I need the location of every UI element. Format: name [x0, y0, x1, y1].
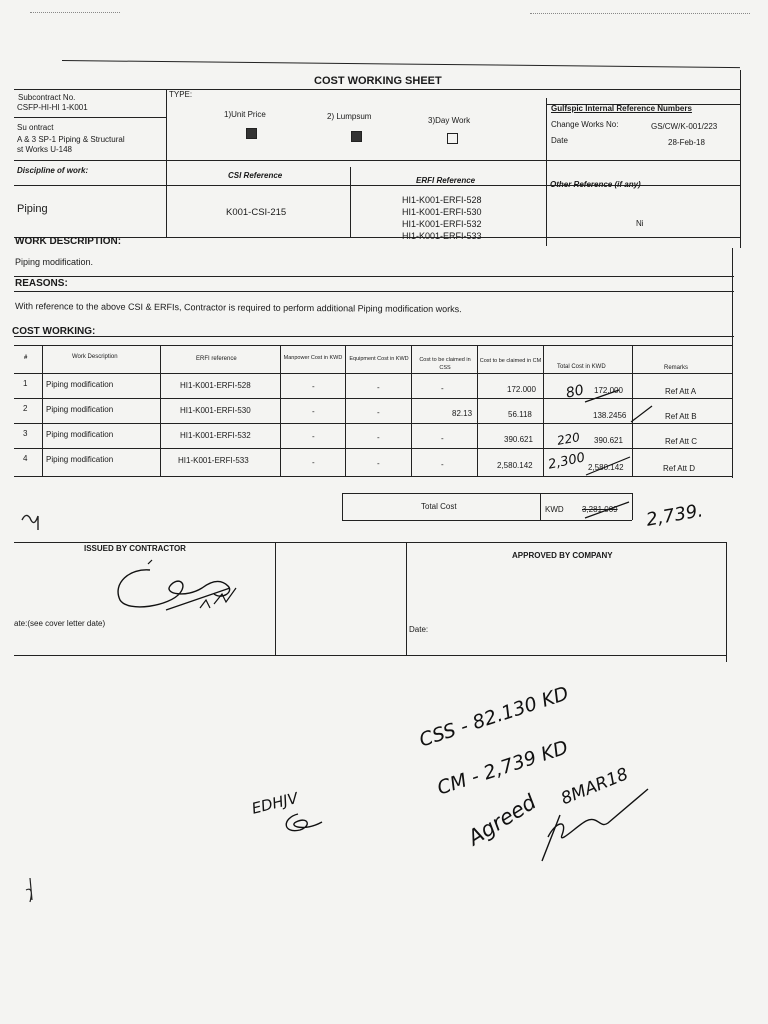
check-mark — [630, 404, 654, 429]
reasons-label: REASONS: — [15, 278, 68, 289]
row-erfi-reference: HI1-K001-ERFI-532 — [180, 431, 251, 440]
row-equipment-cost: - — [377, 433, 380, 442]
row-erfi-reference: HI1-K001-ERFI-533 — [178, 456, 249, 465]
strike-mark — [583, 388, 623, 409]
row-cost-css: - — [441, 384, 444, 393]
rule — [14, 542, 726, 543]
csi-reference-label: CSI Reference — [228, 171, 283, 180]
approved-by-company-label: APPROVED BY COMPANY — [512, 551, 613, 560]
row-number: 4 — [23, 454, 28, 463]
rule — [345, 345, 346, 476]
row-total-cost: 172.000 — [594, 386, 623, 395]
column-header: Cost to be claimed in CM — [479, 358, 542, 364]
scan-artifact — [30, 12, 120, 13]
rule — [350, 167, 351, 237]
day-work-checkbox[interactable] — [447, 133, 458, 144]
rule — [42, 345, 43, 476]
strike-mark — [584, 455, 634, 482]
discipline-value: Piping — [17, 203, 48, 215]
row-cost-css: - — [441, 460, 444, 469]
total-cost-value: 3,281.009 — [582, 505, 618, 514]
handwritten-agreed-date: 8MAR18 — [558, 764, 632, 810]
subcontract-line-2: st Works U-148 — [17, 145, 72, 154]
row-cost-cm: 2,580.142 — [497, 461, 533, 470]
row-number: 1 — [23, 379, 28, 388]
total-currency: KWD — [545, 505, 564, 514]
rule — [732, 248, 733, 478]
rule — [166, 89, 167, 237]
row-description: Piping modification — [46, 430, 114, 439]
total-cost-label: Total Cost — [421, 502, 457, 511]
handwritten-note-row4: 2,300 — [546, 450, 587, 473]
erfi-reference-value: HI1-K001-ERFI-528 — [402, 195, 482, 205]
approver-signature — [538, 785, 658, 870]
handwritten-css-note: CSS - 82.130 KD — [416, 682, 572, 752]
row-equipment-cost: - — [377, 408, 380, 417]
unit-price-checkbox[interactable] — [246, 128, 257, 139]
rule — [14, 276, 734, 277]
row-cost-cm: 172.000 — [507, 385, 536, 394]
rule — [14, 655, 726, 656]
handwritten-total: 2,739. — [644, 500, 705, 531]
row-remarks: Ref Att D — [663, 464, 696, 473]
rule — [543, 345, 544, 476]
initials-signature — [278, 808, 328, 843]
row-description: Piping modification — [46, 455, 114, 464]
column-header: # — [24, 355, 28, 361]
rule — [14, 345, 732, 346]
change-works-value: GS/CW/K-001/223 — [651, 122, 718, 131]
row-erfi-reference: HI1-K001-ERFI-530 — [180, 406, 251, 415]
rule — [540, 493, 541, 520]
row-description: Piping modification — [46, 405, 114, 414]
subcontract-line-1: A & 3 SP-1 Piping & Structural — [17, 135, 125, 144]
row-manpower-cost: - — [312, 382, 315, 391]
handwritten-note-row1: 80 — [564, 382, 586, 402]
rule — [14, 423, 732, 424]
rule — [546, 98, 547, 246]
date-value: 28-Feb-18 — [668, 138, 705, 147]
row-total-cost: 138.2456 — [593, 411, 627, 420]
row-cost-cm: 390.621 — [504, 435, 533, 444]
rule — [14, 448, 732, 449]
contractor-date-label: ate:(see cover letter date) — [14, 619, 106, 628]
row-description: Piping modification — [46, 380, 114, 389]
row-cost-cm: 56.118 — [508, 410, 532, 419]
row-erfi-reference: HI1-K001-ERFI-528 — [180, 381, 251, 390]
work-description-label: WORK DESCRIPTION: — [15, 236, 122, 247]
rule — [726, 542, 727, 662]
handwritten-agreed: Agreed — [463, 789, 541, 851]
rule — [280, 345, 281, 476]
rule — [275, 542, 276, 655]
rule — [14, 373, 732, 374]
erfi-reference-value: HI1-K001-ERFI-530 — [402, 207, 482, 217]
erfi-reference-label: ERFI Reference — [416, 176, 476, 185]
rule — [342, 493, 343, 520]
rule — [406, 542, 407, 655]
scan-artifact — [530, 13, 750, 14]
type-option-day-work: 3)Day Work — [428, 116, 471, 125]
issued-by-contractor-label: ISSUED BY CONTRACTOR — [84, 544, 186, 553]
rule — [14, 117, 166, 118]
change-works-label: Change Works No: — [551, 120, 619, 129]
rule — [14, 89, 740, 90]
date-label: Date — [551, 136, 568, 145]
lumpsum-checkbox[interactable] — [351, 131, 362, 142]
rule — [14, 398, 732, 399]
type-option-lumpsum: 2) Lumpsum — [327, 112, 372, 121]
discipline-label: Discipline of work: — [17, 166, 89, 175]
subcontract-label: Su ontract — [17, 123, 54, 132]
row-remarks: Ref Att B — [665, 412, 697, 421]
company-date-label: Date: — [409, 625, 429, 634]
erfi-reference-value: HI1-K001-ERFI-532 — [402, 219, 482, 229]
subcontract-no-value: CSFP-HI-HI 1-K001 — [17, 103, 88, 112]
row-remarks: Ref Att A — [665, 387, 697, 396]
contractor-signature — [110, 558, 250, 623]
row-number: 3 — [23, 429, 28, 438]
work-description-text: Piping modification. — [15, 257, 94, 267]
strike-mark — [583, 498, 633, 525]
row-equipment-cost: - — [377, 459, 380, 468]
column-header: ERFI reference — [196, 356, 237, 362]
rule — [740, 70, 741, 248]
rule — [14, 291, 734, 292]
rule — [411, 345, 412, 476]
cost-working-label: COST WORKING: — [12, 326, 96, 337]
other-reference-value: Ni — [636, 219, 644, 228]
handwritten-initials: EDHJV — [249, 788, 300, 818]
row-total-cost: 2,580.142 — [588, 463, 624, 472]
row-cost-css: - — [441, 434, 444, 443]
type-option-unit-price: 1)Unit Price — [224, 110, 266, 119]
rule — [14, 336, 734, 337]
rule — [160, 345, 161, 476]
internal-reference-label: Gulfspic Internal Reference Numbers — [551, 104, 692, 113]
row-total-cost: 390.621 — [594, 436, 623, 445]
column-header: Cost to be claimed in CSS — [419, 357, 471, 371]
column-header: Work Description — [72, 354, 118, 360]
handwritten-cm-note: CM - 2,739 KD — [434, 736, 571, 800]
handwritten-note-row3: 220 — [555, 430, 581, 448]
csi-reference-value: K001-CSI-215 — [226, 207, 287, 218]
other-reference-label: Other Reference (if any) — [550, 180, 641, 189]
subcontract-no-label: Subcontract No. — [18, 93, 76, 102]
type-label: TYPE: — [169, 90, 193, 99]
row-manpower-cost: - — [312, 432, 315, 441]
row-number: 2 — [23, 404, 28, 413]
erfi-reference-value: HI1-K001-ERFI-533 — [402, 231, 482, 241]
column-header: Equipment Cost in KWD — [349, 356, 409, 362]
row-equipment-cost: - — [377, 383, 380, 392]
sheet-title: COST WORKING SHEET — [314, 75, 442, 87]
rule — [342, 493, 632, 494]
reasons-text: With reference to the above CSI & ERFIs, Contractor is required to perform additional Piping modification works. — [14, 301, 462, 315]
column-header: Total Cost in KWD — [557, 364, 606, 370]
row-cost-css: 82.13 — [452, 409, 473, 418]
column-header: Remarks — [664, 365, 689, 371]
rule — [14, 237, 740, 238]
margin-mark — [18, 508, 44, 539]
rule — [14, 160, 740, 161]
row-manpower-cost: - — [312, 458, 315, 467]
margin-mark — [20, 876, 40, 909]
rule — [62, 60, 740, 68]
column-header: Manpower Cost in KWD — [283, 355, 343, 361]
row-manpower-cost: - — [312, 407, 315, 416]
row-remarks: Ref Att C — [665, 437, 698, 446]
